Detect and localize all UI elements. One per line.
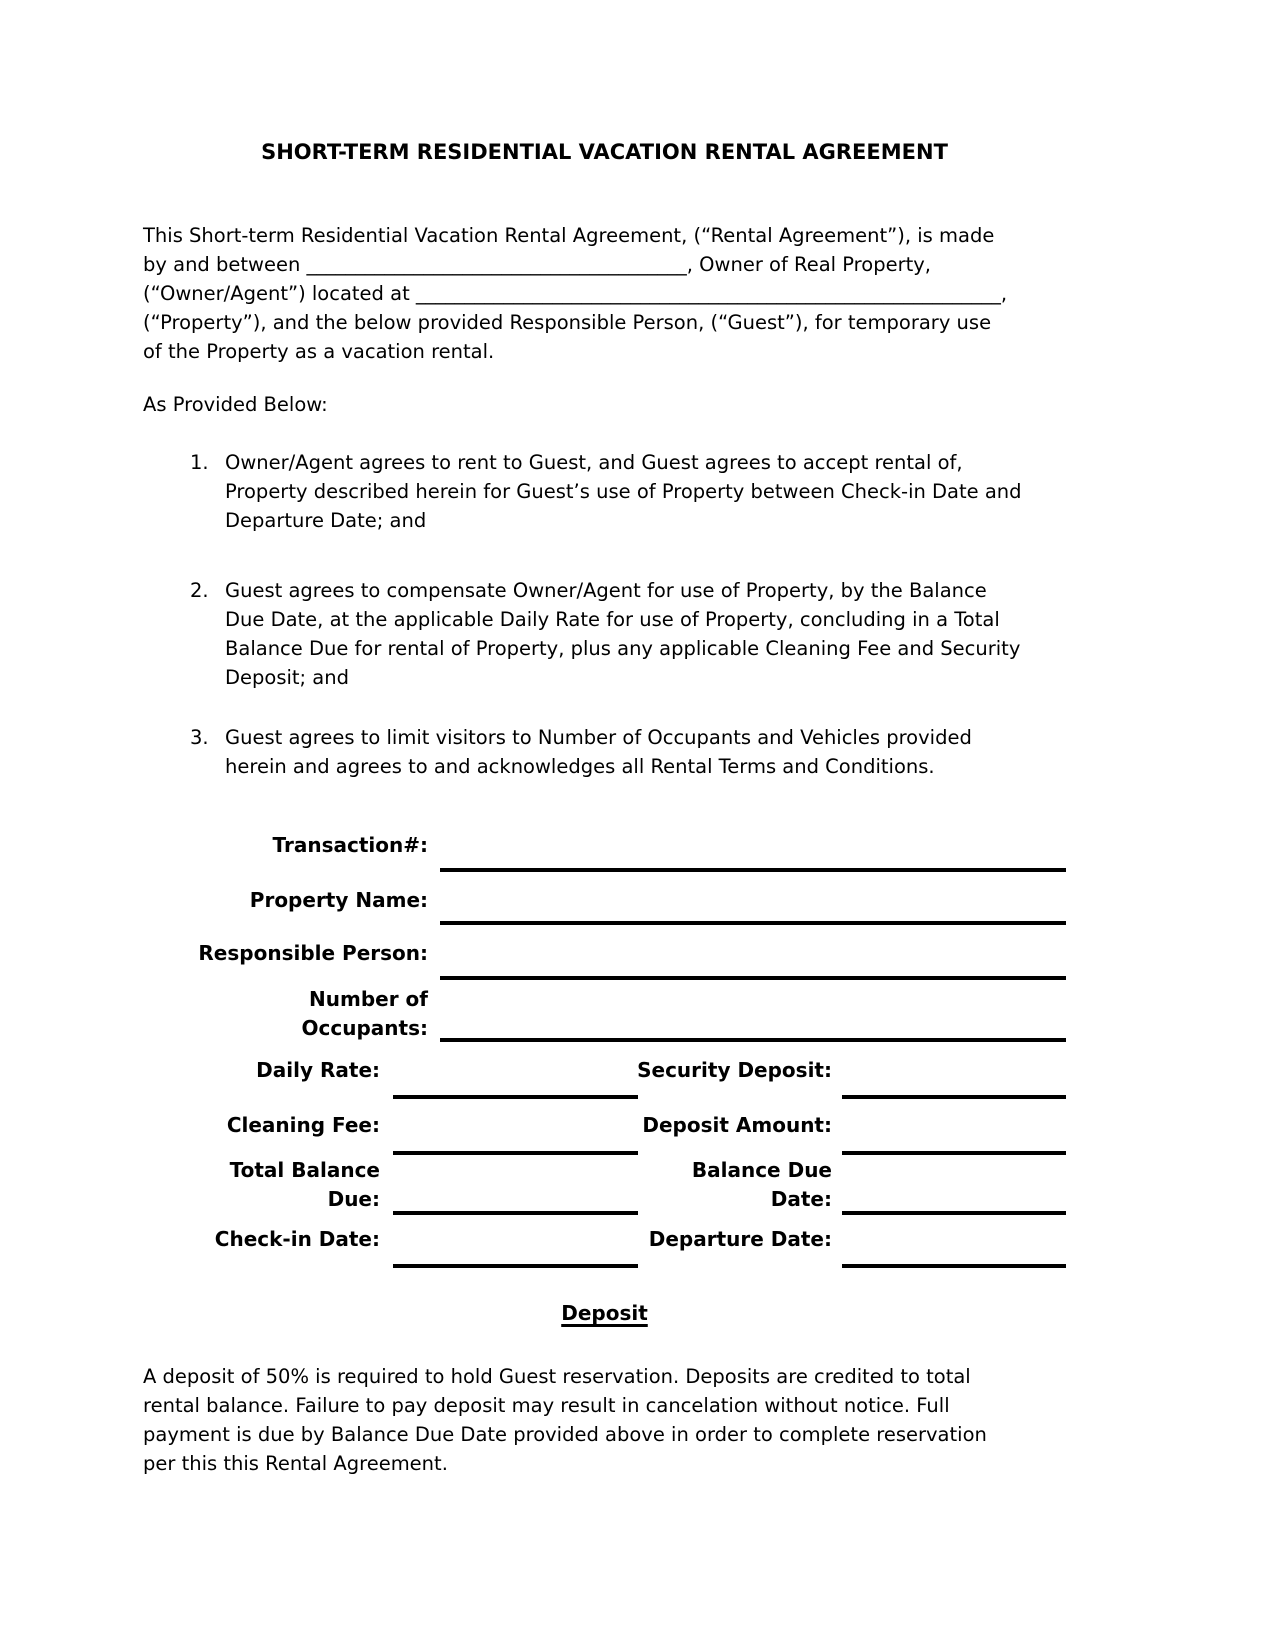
label-line: Due:	[327, 1187, 380, 1211]
label-line: Date:	[770, 1187, 832, 1211]
label-line: Deposit Amount:	[642, 1113, 832, 1137]
term-line: Guest agrees to limit visitors to Number of Occupants and Vehicles provided	[225, 726, 972, 749]
balance-due-date-input-line[interactable]	[842, 1181, 1066, 1215]
daily-rate-label	[143, 1056, 380, 1085]
departure-date-input-line[interactable]	[842, 1234, 1066, 1268]
term-item-number: 1.	[190, 451, 209, 474]
check-in-date-label	[143, 1225, 380, 1254]
document-title: SHORT-TERM RESIDENTIAL VACATION RENTAL AGREEMENT	[261, 140, 948, 164]
label-line: Property Name:	[249, 888, 428, 912]
deposit-paragraph	[143, 1362, 987, 1478]
label-line: Occupants:	[301, 1016, 428, 1040]
intro-line: This Short-term Residential Vacation Rental Agreement, (“Rental Agreement”), is made	[143, 224, 995, 247]
intro-line: (“Property”), and the below provided Responsible Person, (“Guest”), for temporary use	[143, 311, 992, 334]
as-provided-label: As Provided Below:	[143, 393, 328, 416]
term-item-number: 3.	[190, 726, 209, 749]
term-item-3	[190, 723, 972, 781]
security-deposit-label	[523, 1056, 832, 1085]
label-line: Daily Rate:	[256, 1058, 380, 1082]
cleaning-fee-label	[143, 1111, 380, 1140]
term-line: Balance Due for rental of Property, plus any applicable Cleaning Fee and Security	[225, 637, 1021, 660]
term-line: herein and agrees to and acknowledges all Rental Terms and Conditions.	[225, 755, 935, 778]
responsible-person-input-line[interactable]	[440, 946, 1066, 980]
label-line: Cleaning Fee:	[226, 1113, 380, 1137]
intro-paragraph	[143, 221, 1007, 366]
label-line: Departure Date:	[648, 1227, 832, 1251]
label-line: Number of	[309, 987, 428, 1011]
intro-line: of the Property as a vacation rental.	[143, 340, 495, 363]
deposit-section-heading	[143, 1301, 1066, 1325]
responsible-person-label	[143, 939, 428, 968]
number-of-occupants-input-line[interactable]	[440, 1008, 1066, 1042]
property-name-label	[143, 886, 428, 915]
deposit-line: per this this Rental Agreement.	[143, 1452, 448, 1475]
intro-line: by and between _______________________________________, Owner of Real Property,	[143, 253, 931, 276]
deposit-amount-label	[523, 1111, 832, 1140]
label-line: Balance Due	[691, 1158, 832, 1182]
page-content	[143, 0, 1066, 1650]
label-line: Responsible Person:	[198, 941, 428, 965]
label-line: Total Balance	[229, 1158, 380, 1182]
term-item-2	[190, 576, 1020, 692]
term-item-number: 2.	[190, 579, 209, 602]
deposit-amount-input-line[interactable]	[842, 1121, 1066, 1155]
term-line: Guest agrees to compensate Owner/Agent for use of Property, by the Balance	[225, 579, 987, 602]
label-line: Security Deposit:	[637, 1058, 832, 1082]
deposit-line: payment is due by Balance Due Date provided above in order to complete reservation	[143, 1423, 987, 1446]
term-item-1	[190, 448, 1022, 535]
label-line: Transaction#:	[272, 833, 428, 857]
balance-due-date-label	[523, 1156, 832, 1214]
deposit-heading-text: Deposit	[561, 1301, 648, 1325]
deposit-line: rental balance. Failure to pay deposit may result in cancelation without notice. Full	[143, 1394, 950, 1417]
deposit-line: A deposit of 50% is required to hold Guest reservation. Deposits are credited to total	[143, 1365, 971, 1388]
transaction-number-label	[143, 831, 428, 860]
term-line: Owner/Agent agrees to rent to Guest, and Guest agrees to accept rental of,	[225, 451, 963, 474]
total-balance-due-label	[143, 1156, 380, 1214]
security-deposit-input-line[interactable]	[842, 1065, 1066, 1099]
label-line: Check-in Date:	[214, 1227, 380, 1251]
term-line: Property described herein for Guest’s use of Property between Check-in Date and	[225, 480, 1022, 503]
number-of-occupants-label	[143, 985, 428, 1043]
property-name-input-line[interactable]	[440, 891, 1066, 925]
transaction-number-input-line[interactable]	[440, 838, 1066, 872]
term-line: Departure Date; and	[225, 509, 427, 532]
term-line: Deposit; and	[225, 666, 349, 689]
departure-date-label	[523, 1225, 832, 1254]
intro-line: (“Owner/Agent”) located at ____________________________________________________________,	[143, 282, 1008, 305]
term-line: Due Date, at the applicable Daily Rate for use of Property, concluding in a Total	[225, 608, 1000, 631]
